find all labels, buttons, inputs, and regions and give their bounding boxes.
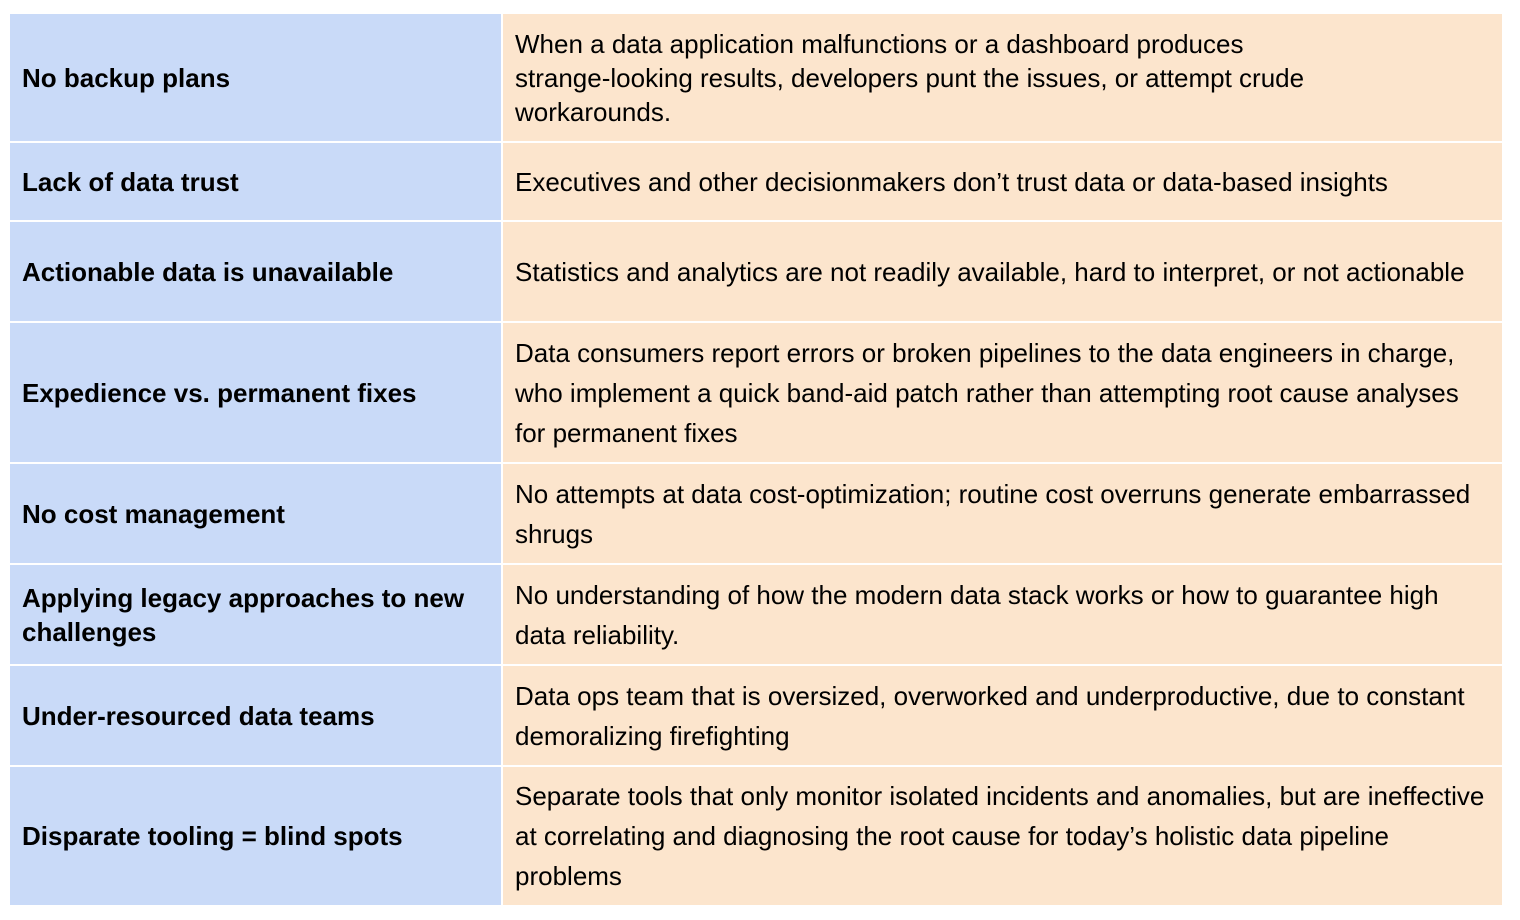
table-row bbox=[9, 13, 1503, 142]
row-description-cell bbox=[502, 463, 1503, 564]
row-description: Executives and other decisionmakers don’t trust data or data-based insights bbox=[515, 166, 1388, 197]
row-label: Actionable data is unavailable bbox=[9, 221, 502, 322]
row-description: No attempts at data cost-optimization; routine cost overruns generate embarrassed shrugs bbox=[515, 478, 1471, 549]
row-label: Applying legacy approaches to new challenges bbox=[9, 564, 502, 665]
row-description: Data consumers report errors or broken pipelines to the data engineers in charge, who implement a quick band-aid patch rather than attempting root cause analyses for permanent fixes bbox=[515, 337, 1459, 448]
table-row bbox=[9, 463, 1503, 564]
table-row bbox=[9, 766, 1503, 906]
row-description-cell bbox=[502, 564, 1503, 665]
row-label: Lack of data trust bbox=[9, 142, 502, 221]
row-description: Separate tools that only monitor isolated incidents and anomalies, but are ineffective at correlating and diagnosing the root cause for today’s holistic data pipeline problems bbox=[515, 781, 1485, 891]
row-description: Statistics and analytics are not readily available, hard to interpret, or not actionable bbox=[515, 256, 1465, 287]
row-description: Data ops team that is oversized, overworked and underproductive, due to constant demoralizing firefighting bbox=[515, 680, 1465, 751]
row-description-cell bbox=[502, 766, 1503, 906]
row-description: No understanding of how the modern data stack works or how to guarantee high data reliability. bbox=[515, 579, 1439, 650]
row-label: No cost management bbox=[9, 463, 502, 564]
row-description-cell bbox=[502, 13, 1503, 142]
row-label: No backup plans bbox=[9, 13, 502, 142]
row-label: Disparate tooling = blind spots bbox=[9, 766, 502, 906]
row-description-cell bbox=[502, 221, 1503, 322]
table-row bbox=[9, 564, 1503, 665]
row-description-cell bbox=[502, 142, 1503, 221]
row-description-cell bbox=[502, 322, 1503, 463]
table-row bbox=[9, 322, 1503, 463]
table-row bbox=[9, 142, 1503, 221]
row-label: Expedience vs. permanent fixes bbox=[9, 322, 502, 463]
row-description-cell bbox=[502, 665, 1503, 766]
table-row bbox=[9, 665, 1503, 766]
table-row bbox=[9, 221, 1503, 322]
row-description: When a data application malfunctions or a dashboard produces strange-looking results, developers punt the issues, or attempt crude workarounds. bbox=[515, 28, 1305, 127]
issues-table bbox=[8, 12, 1504, 907]
row-label: Under-resourced data teams bbox=[9, 665, 502, 766]
